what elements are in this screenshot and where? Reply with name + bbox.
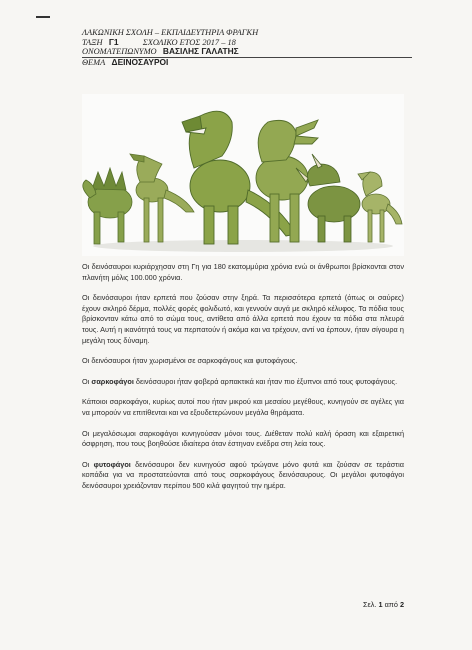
school-year: ΣΧΟΛΙΚΟ ΕΤΟΣ 2017 – 18 xyxy=(142,37,236,47)
paragraph-5: Κάποιοι σαρκοφάγοι, κυρίως αυτοί που ήταν μικρού και μεσαίου μεγέθους, κυνηγούν σε αγέλες για να μπορούν να επιτίθενται και να εξουδετερώνουν μεγάλα θηράματα. xyxy=(82,397,404,417)
topic-value: ΔΕΙΝΟΣΑΥΡΟΙ xyxy=(111,56,169,67)
paragraph-4-prefix: Οι xyxy=(82,376,92,386)
current-page: 1 xyxy=(378,600,383,609)
paragraph-7 xyxy=(82,460,404,492)
dinosaur-photo xyxy=(82,94,404,256)
dinosaur-figure xyxy=(296,154,360,242)
page-middle: από xyxy=(384,600,398,609)
paragraph-4 xyxy=(82,377,404,388)
total-pages: 2 xyxy=(399,600,404,609)
corner-dash xyxy=(36,16,50,18)
class-value: Γ1 xyxy=(108,36,119,47)
name-label: ΟΝΟΜΑΤΕΠΩΝΥΜΟ xyxy=(82,47,157,57)
paragraph-1: Οι δεινόσαυροι κυριάρχησαν στη Γη για 180 εκατομμύρια χρόνια ενώ οι άνθρωποι βρίσκονται στον πλανήτη μόλις 100.000 χρόνια. xyxy=(82,262,404,282)
page-number xyxy=(363,600,404,609)
paragraph-7-text: δεινόσαυροι δεν κυνηγούσ αφού τρώγανε μόνο φυτά και ζούσαν σε τεράστια κοπάδια για να προστατεύονται από τους σαρκοφάγους δεινόσαυρους. Οι μεγάλοι φυτοφάγοι δεινόσαυροι χρειάζονταν περίπου 500 κιλά φαγητού την ημέρα. xyxy=(82,459,404,490)
student-name: ΒΑΣΙΛΗΣ ΓΑΛΑΤΗΣ xyxy=(162,46,239,57)
paragraph-4-text: δεινόσαυροι ήταν φοβερά αρπακτικά και ήταν πιο έξυπνοι από τους φυτοφάγους. xyxy=(133,376,398,386)
name-row xyxy=(82,47,412,57)
school-name: ΛΑΚΩΝΙΚΗ ΣΧΟΛΗ – ΕΚΠΑΙΔΕΥΤΗΡΙΑ ΦΡΑΓΚΗ xyxy=(82,28,259,37)
topic-row xyxy=(82,58,412,68)
dinosaur-figure xyxy=(130,154,194,242)
dinosaur-figure xyxy=(358,172,402,242)
carnivores-term: σαρκοφάγοι xyxy=(91,376,134,386)
dinosaur-figure xyxy=(83,168,132,244)
topic-label: ΘΕΜΑ xyxy=(82,57,106,67)
article-body xyxy=(82,262,404,502)
class-label: ΤΑΞΗ xyxy=(82,37,103,47)
page-prefix: Σελ. xyxy=(363,600,377,609)
paragraph-3: Οι δεινόσαυροι ήταν χωρισμένοι σε σαρκοφάγους και φυτοφάγους. xyxy=(82,356,298,366)
paragraph-6: Οι μεγαλόσωμοι σαρκοφάγοι κυνηγούσαν μόνοι τους. Διέθεταν πολύ καλή όραση και εξαιρετική όσφρηση, που τους βοηθούσε ιδιαίτερα όταν έστηναν ενέδρα στη λεία τους. xyxy=(82,428,404,449)
paragraph-7-prefix: Οι xyxy=(82,459,94,469)
paragraph-2: Οι δεινόσαυροι ήταν ερπετά που ζούσαν στην ξηρά. Τα περισσότερα ερπετά (όπως οι σαύρες) έχουν σκληρό δέρμα, πολλές φορές φολιδωτό, και γεννούν αυγά με σκληρό κέλυφος. Τα πόδια τους βρίσκονταν κάτω από το σώμα τους, αντίθετα από άλλα ερπετά που έχουν τα πόδια στα πλευρά τους. Αυτή η ικανότητά τους να περπατούν ή ακόμα και να τρέχουν, αντί να έρπουν, ήταν σίγουρα η μεγάλη τους δύναμη. xyxy=(82,293,404,345)
herbivores-term: φυτοφάγοι xyxy=(93,459,131,469)
class-row xyxy=(82,38,412,48)
document-header xyxy=(82,28,412,67)
